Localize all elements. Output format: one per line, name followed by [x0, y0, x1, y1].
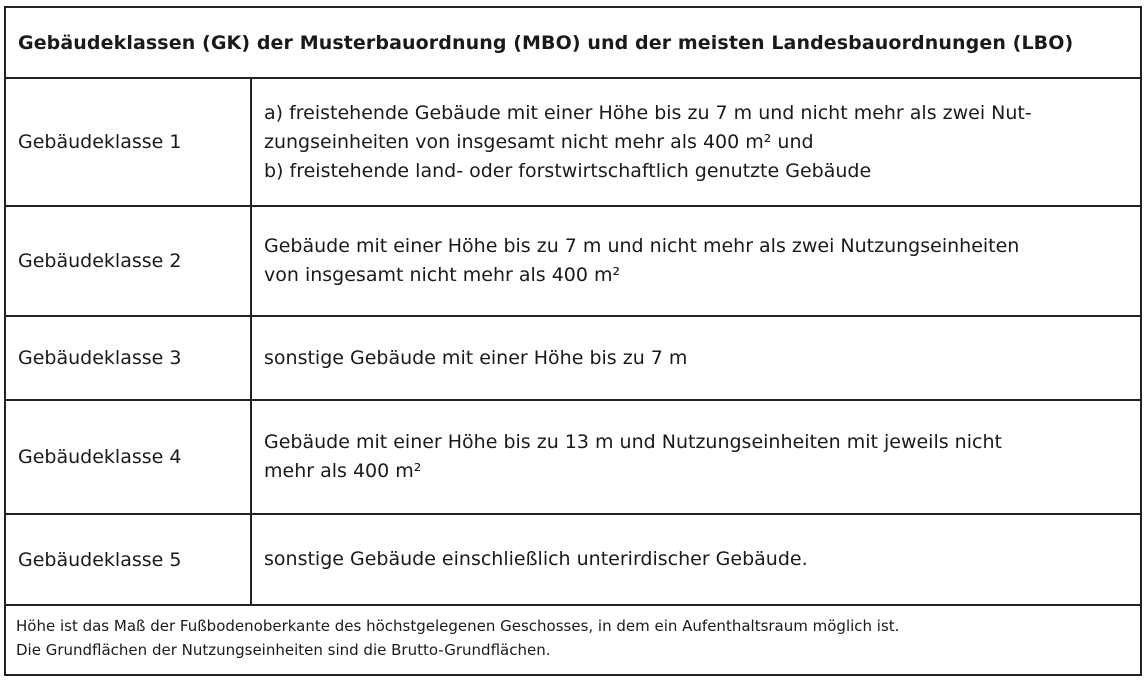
row-description: [252, 515, 1140, 604]
row-description: [252, 207, 1140, 315]
footnote-line: Die Grundflächen der Nutzungseinheiten sind die Brutto-Grundflächen.: [16, 641, 551, 659]
table-row: [6, 515, 1140, 606]
description-line: sonstige Gebäude einschließlich unterirdischer Gebäude.: [264, 548, 808, 570]
row-description: [252, 79, 1140, 205]
description-line: zungseinheiten von insgesamt nicht mehr als 400 m² und: [264, 130, 814, 153]
description-line: Gebäude mit einer Höhe bis zu 13 m und Nutzungseinheiten mit jeweils nicht: [264, 431, 1002, 453]
table-title: Gebäudeklassen (GK) der Musterbauordnung (MBO) und der meisten Landesbauordnungen (LBO): [6, 8, 1140, 79]
description-line: Gebäude mit einer Höhe bis zu 7 m und nicht mehr als zwei Nutzungseinheiten: [264, 235, 1020, 257]
description-line: mehr als 400 m²: [264, 460, 422, 482]
table-row: [6, 79, 1140, 207]
footnote-line: Höhe ist das Maß der Fußbodenoberkante des höchstgelegenen Geschosses, in dem ein Aufenthaltsraum möglich ist.: [16, 617, 900, 635]
description-line: a) freistehende Gebäude mit einer Höhe bis zu 7 m und nicht mehr als zwei Nut-: [264, 101, 1032, 124]
row-label: Gebäudeklasse 4: [6, 401, 252, 513]
table-row: [6, 401, 1140, 515]
row-label: Gebäudeklasse 5: [6, 515, 252, 604]
table-row: [6, 207, 1140, 317]
row-label: Gebäudeklasse 3: [6, 317, 252, 399]
row-label: Gebäudeklasse 1: [6, 79, 252, 205]
table-row: [6, 317, 1140, 401]
row-description: [252, 317, 1140, 399]
description-line: von insgesamt nicht mehr als 400 m²: [264, 264, 621, 286]
table-footnote: [6, 606, 1140, 676]
description-line: b) freistehende land- oder forstwirtschaftlich genutzte Gebäude: [264, 159, 872, 182]
row-description: [252, 401, 1140, 513]
row-label: Gebäudeklasse 2: [6, 207, 252, 315]
description-line: sonstige Gebäude mit einer Höhe bis zu 7 m: [264, 346, 688, 369]
building-class-table: [4, 6, 1142, 676]
